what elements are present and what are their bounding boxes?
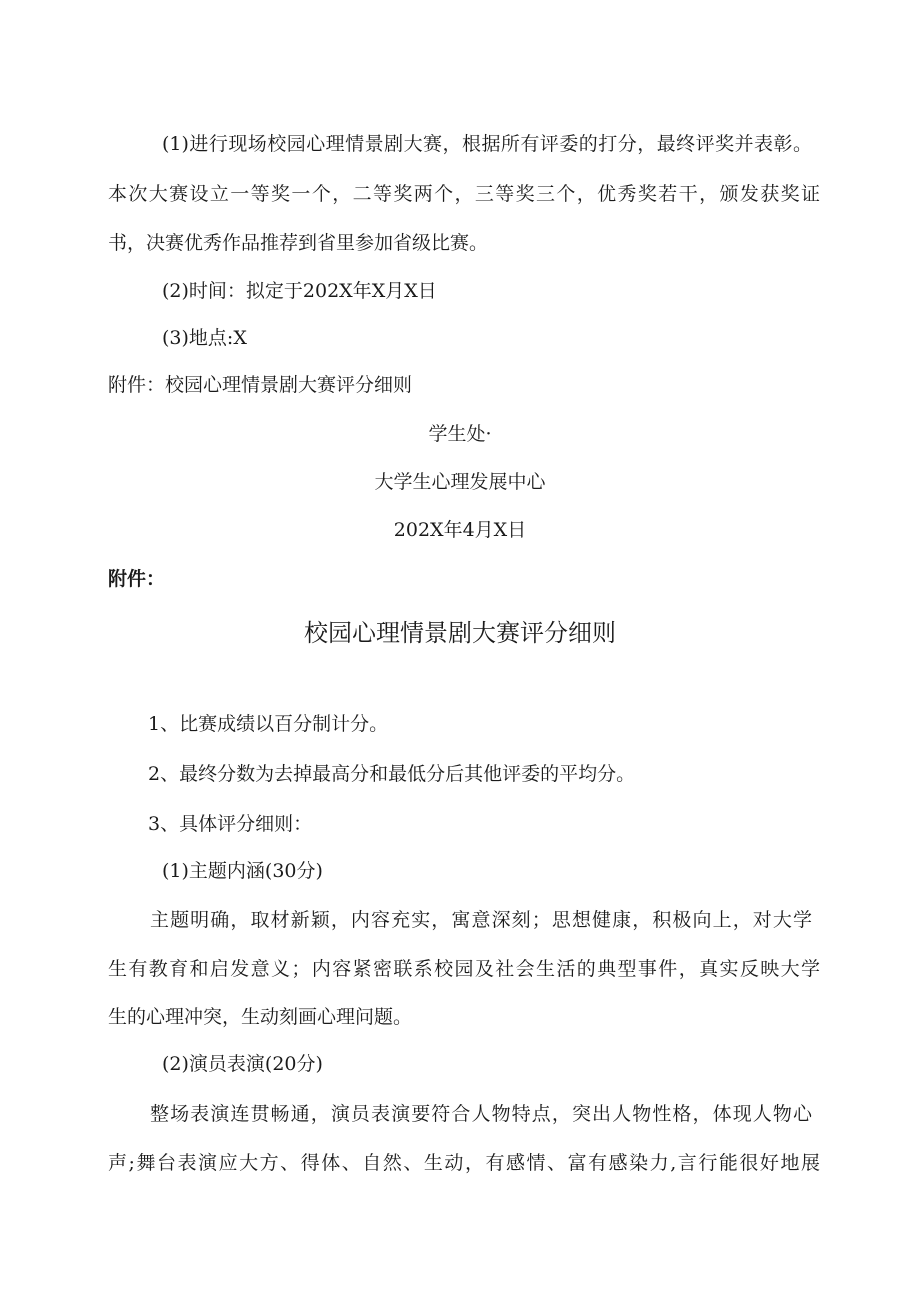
item1-line: 生有教育和启发意义；内容紧密联系校园及社会生活的典型事件，真实反映大学 xyxy=(108,958,820,980)
item2-line: 声;舞台表演应大方、得体、自然、生动，有感情、富有感染力,言行能很好地展 xyxy=(108,1152,820,1174)
attachment-title: 校园心理情景剧大赛评分细则 xyxy=(304,619,616,647)
attachment-reference: 附件：校园心理情景剧大赛评分细则 xyxy=(108,374,413,396)
signature-date: 202X年4月X日 xyxy=(393,519,527,541)
paragraph-line: 本次大赛设立一等奖一个，二等奖两个，三等奖三个，优秀奖若干，颁发获奖证 xyxy=(108,183,820,205)
item2-line: 整场表演连贯畅通，演员表演要符合人物特点，突出人物性格，体现人物心 xyxy=(150,1103,812,1125)
rule-item: 2、最终分数为去掉最高分和最低分后其他评委的平均分。 xyxy=(148,763,636,785)
paragraph-line: (1)进行现场校园心理情景剧大赛，根据所有评委的打分，最终评奖并表彰。 xyxy=(162,133,812,155)
rule-item: 3、具体评分细则： xyxy=(148,813,313,835)
item1-line: 生的心理冲突，生动刻画心理问题。 xyxy=(108,1006,413,1028)
signature-dept2: 大学生心理发展中心 xyxy=(374,471,546,493)
item1-heading: (1)主题内涵(30分) xyxy=(162,860,323,882)
attachment-label: 附件： xyxy=(108,568,166,590)
item2-heading: (2)演员表演(20分) xyxy=(162,1053,323,1075)
item1-line: 主题明确，取材新颖，内容充实，寓意深刻；思想健康，积极向上，对大学 xyxy=(150,909,812,931)
rule-item: 1、比赛成绩以百分制计分。 xyxy=(148,713,389,735)
place-line: (3)地点:X xyxy=(162,327,247,349)
time-line: (2)时间：拟定于202X年X月X日 xyxy=(162,280,437,302)
signature-dept1: 学生处· xyxy=(428,423,492,445)
paragraph-line: 书，决赛优秀作品推荐到省里参加省级比赛。 xyxy=(108,232,489,254)
